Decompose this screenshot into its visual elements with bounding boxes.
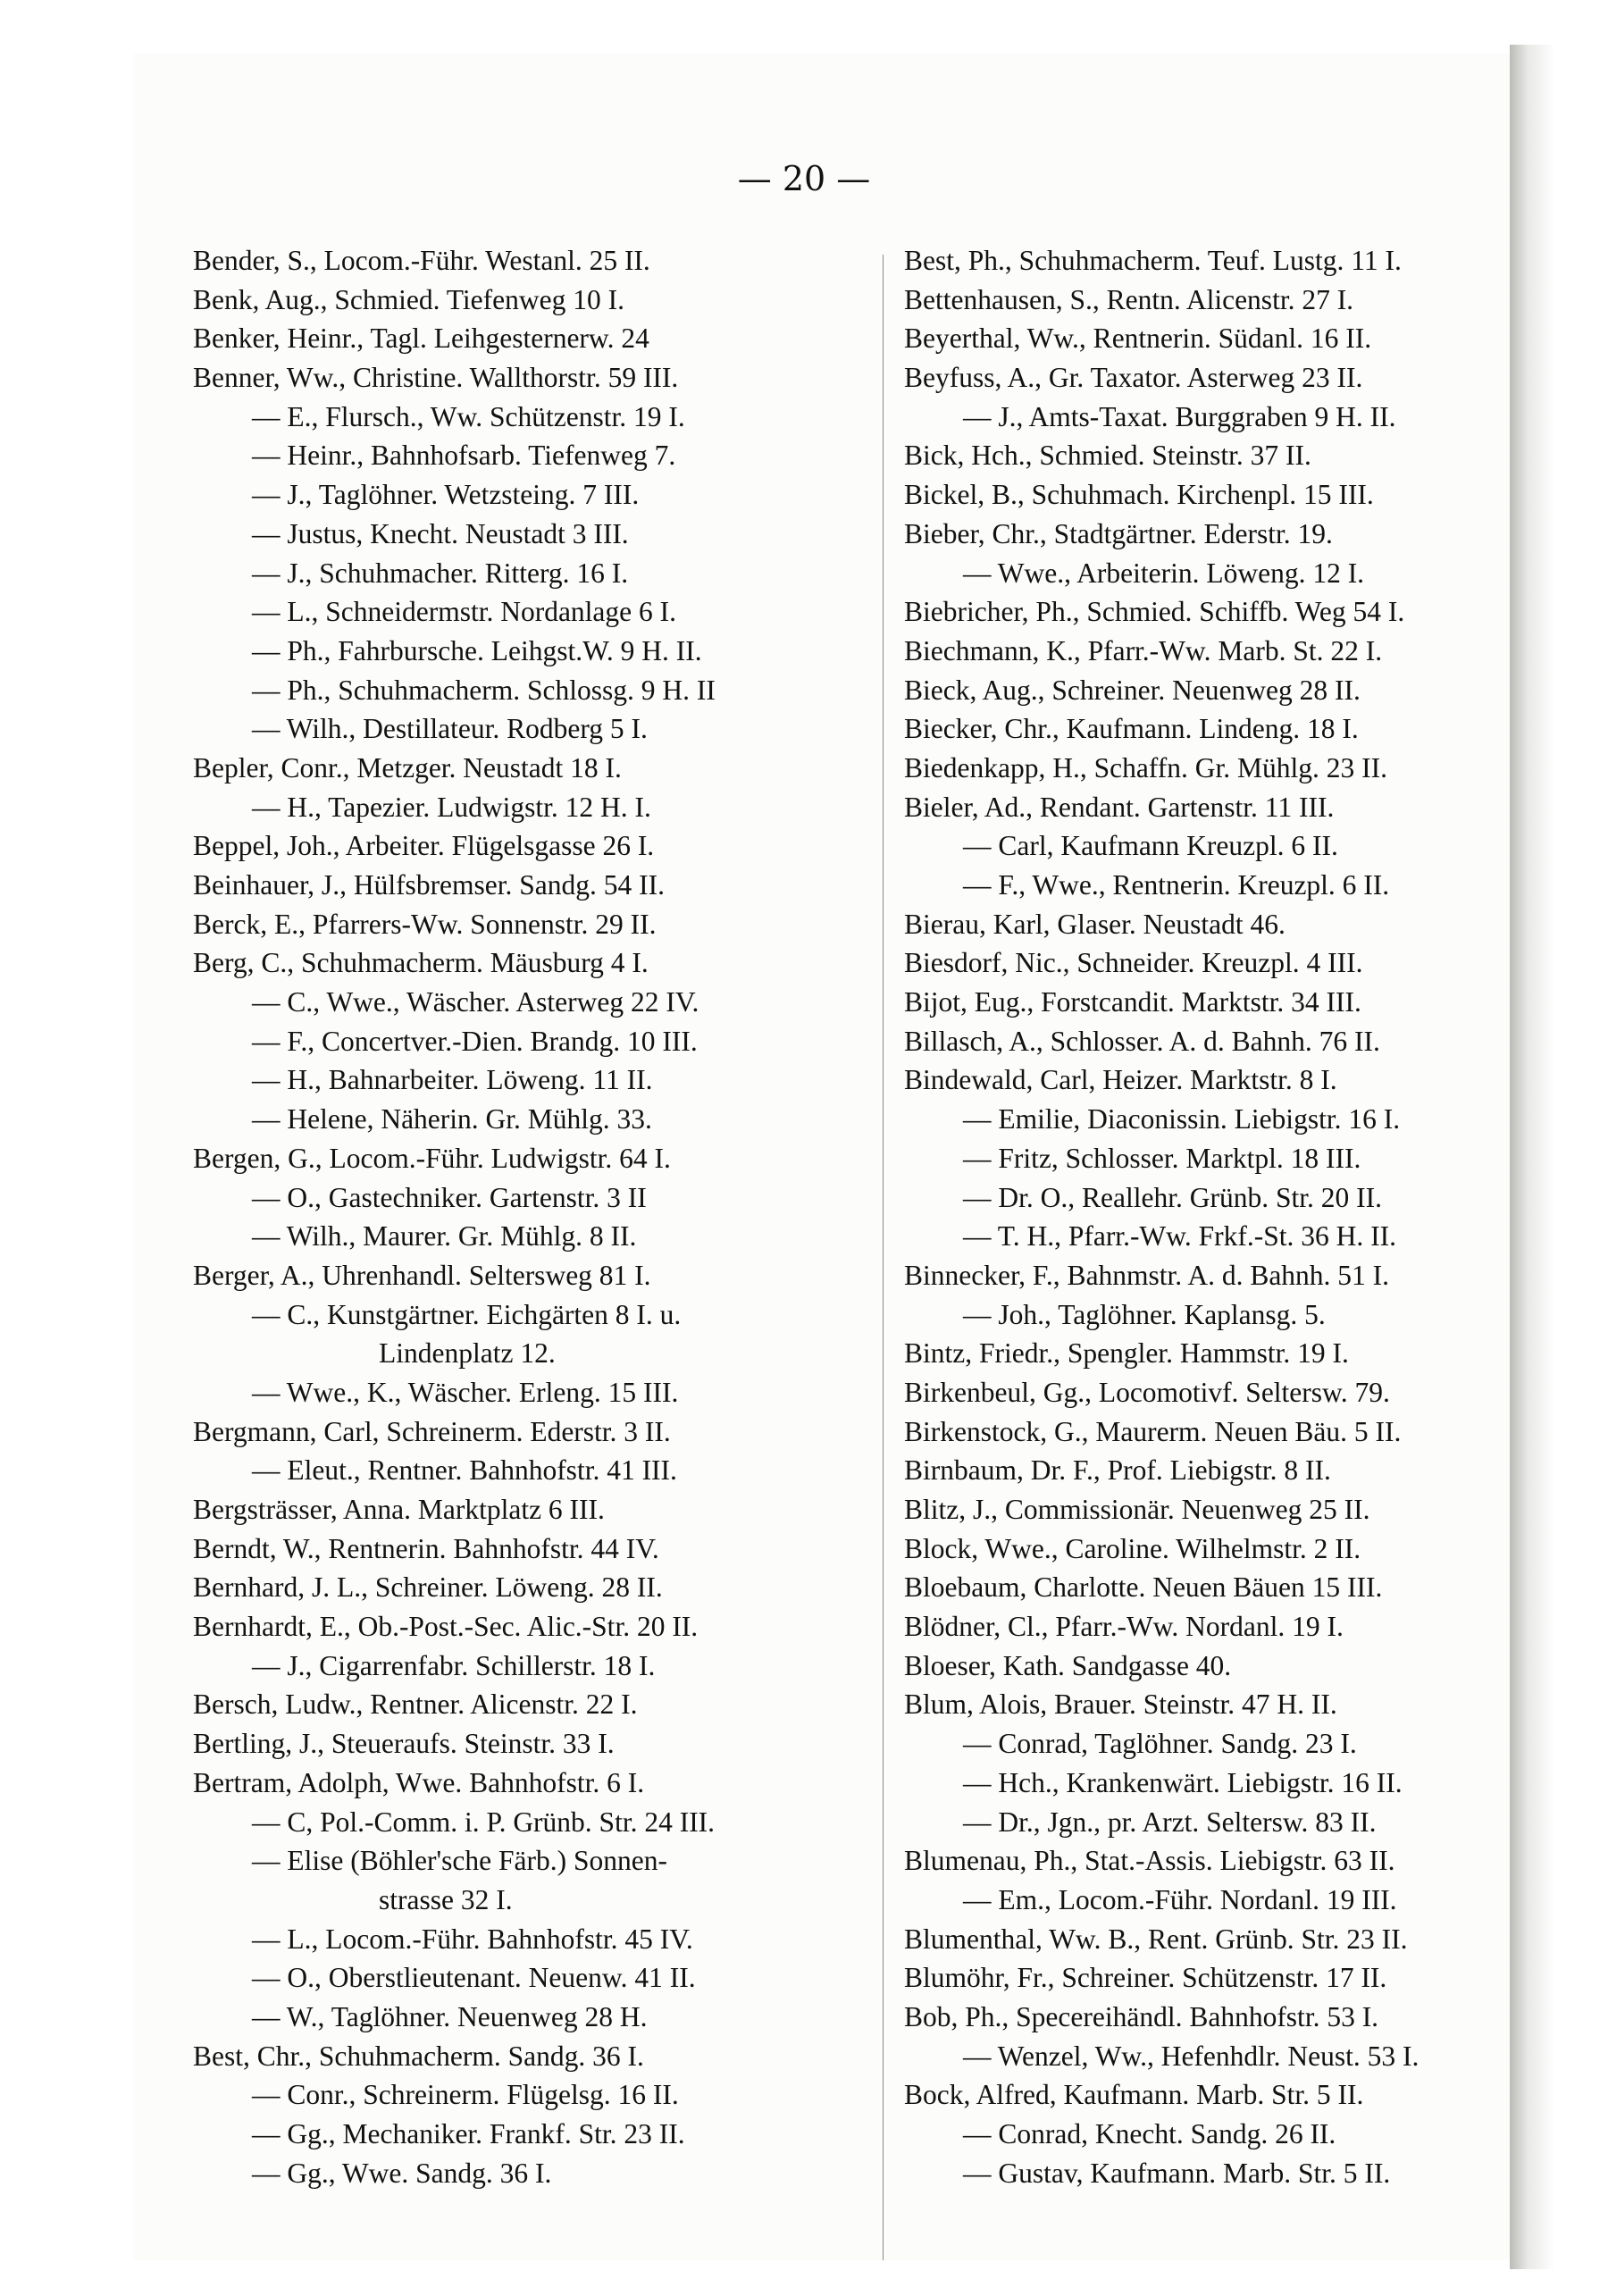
directory-entry: Bersch, Ludw., Rentner. Alicenstr. 22 I. — [193, 1688, 638, 1721]
directory-entry: — Conrad, Taglöhner. Sandg. 23 I. — [963, 1728, 1357, 1760]
directory-entry: Bock, Alfred, Kaufmann. Marb. Str. 5 II. — [904, 2079, 1364, 2111]
directory-entry: — Carl, Kaufmann Kreuzpl. 6 II. — [963, 830, 1338, 862]
directory-entry: Biesdorf, Nic., Schneider. Kreuzpl. 4 III. — [904, 947, 1363, 979]
directory-entry: Bloebaum, Charlotte. Neuen Bäuen 15 III. — [904, 1571, 1383, 1604]
directory-entry: — Em., Locom.-Führ. Nordanl. 19 III. — [963, 1883, 1397, 1915]
directory-entry: Blödner, Cl., Pfarr.-Ww. Nordanl. 19 I. — [904, 1611, 1344, 1643]
directory-entry: — C., Wwe., Wäscher. Asterweg 22 IV. — [252, 986, 699, 1018]
directory-entry: — Wwe., Arbeiterin. Löweng. 12 I. — [963, 557, 1365, 589]
directory-entry: Blitz, J., Commissionär. Neuenweg 25 II. — [904, 1494, 1370, 1525]
directory-entry: Biecker, Chr., Kaufmann. Lindeng. 18 I. — [904, 713, 1359, 745]
directory-entry: Bepler, Conr., Metzger. Neustadt 18 I. — [193, 751, 622, 783]
directory-entry: Beinhauer, J., Hülfsbremser. Sandg. 54 II. — [193, 869, 666, 901]
directory-entry: Beyfuss, A., Gr. Taxator. Asterweg 23 II. — [904, 362, 1363, 394]
right-column — [904, 241, 1529, 2192]
directory-entry: Best, Ph., Schuhmacherm. Teuf. Lustg. 11 I. — [904, 245, 1402, 276]
directory-entry: — J., Cigarrenfabr. Schillerstr. 18 I. — [252, 1649, 656, 1681]
directory-entry: Birkenstock, G., Maurerm. Neuen Bäu. 5 II. — [904, 1415, 1402, 1447]
directory-entry: Best, Chr., Schuhmacherm. Sandg. 36 I. — [193, 2040, 644, 2072]
directory-entry: Bender, S., Locom.-Führ. Westanl. 25 II. — [193, 245, 650, 276]
directory-entry: Bick, Hch., Schmied. Steinstr. 37 II. — [904, 440, 1311, 472]
directory-entry: Biedenkapp, H., Schaffn. Gr. Mühlg. 23 II. — [904, 751, 1387, 783]
directory-entry: — Elise (Böhler'sche Färb.) Sonnen- — [252, 1845, 667, 1877]
directory-entry: — Wilh., Maurer. Gr. Mühlg. 8 II. — [252, 1220, 637, 1253]
directory-entry: — Ph., Fahrbursche. Leihgst.W. 9 H. II. — [252, 634, 702, 666]
directory-entry: — Gg., Wwe. Sandg. 36 I. — [252, 2157, 552, 2189]
directory-entry: — Dr., Jgn., pr. Arzt. Seltersw. 83 II. — [963, 1806, 1377, 1838]
directory-entry: — H., Tapezier. Ludwigstr. 12 H. I. — [252, 791, 651, 823]
directory-entry: — Conr., Schreinerm. Flügelsg. 16 II. — [252, 2079, 679, 2111]
directory-entry: — Fritz, Schlosser. Marktpl. 18 III. — [963, 1142, 1361, 1174]
directory-entry: Block, Wwe., Caroline. Wilhelmstr. 2 II. — [904, 1532, 1361, 1564]
directory-entry: Berger, A., Uhrenhandl. Seltersweg 81 I. — [193, 1259, 651, 1291]
directory-entry: Bijot, Eug., Forstcandit. Marktstr. 34 III. — [904, 986, 1361, 1018]
directory-entry: Benner, Ww., Christine. Wallthorstr. 59 III. — [193, 362, 679, 394]
directory-entry-continuation: Lindenplatz 12. — [379, 1337, 556, 1370]
directory-entry: Birnbaum, Dr. F., Prof. Liebigstr. 8 II. — [904, 1454, 1331, 1487]
directory-entry: — Ph., Schuhmacherm. Schlossg. 9 H. II — [252, 674, 716, 706]
directory-entry: Blumöhr, Fr., Schreiner. Schützenstr. 17 II. — [904, 1962, 1387, 1994]
directory-entry: — W., Taglöhner. Neuenweg 28 H. — [252, 2000, 648, 2032]
directory-entry: Benker, Heinr., Tagl. Leihgesternerw. 24 — [193, 323, 649, 355]
directory-entry: Beppel, Joh., Arbeiter. Flügelsgasse 26 I. — [193, 830, 655, 862]
directory-entry: — Hch., Krankenwärt. Liebigstr. 16 II. — [963, 1766, 1403, 1798]
directory-entry: Bieck, Aug., Schreiner. Neuenweg 28 II. — [904, 674, 1361, 706]
directory-entry: Billasch, A., Schlosser. A. d. Bahnh. 76 II. — [904, 1025, 1380, 1057]
directory-entry: Biebricher, Ph., Schmied. Schiffb. Weg 54 I. — [904, 596, 1405, 628]
directory-entry: Bettenhausen, S., Rentn. Alicenstr. 27 I. — [904, 283, 1354, 315]
directory-entry: Berndt, W., Rentnerin. Bahnhofstr. 44 IV. — [193, 1532, 659, 1564]
directory-entry: — C., Kunstgärtner. Eichgärten 8 I. u. — [252, 1298, 682, 1330]
directory-entry: — O., Gastechniker. Gartenstr. 3 II — [252, 1181, 647, 1213]
directory-entry: — J., Amts-Taxat. Burggraben 9 H. II. — [963, 400, 1396, 432]
directory-entry: — F., Concertver.-Dien. Brandg. 10 III. — [252, 1025, 698, 1057]
page-number: — 20 — — [737, 159, 871, 198]
directory-entry: — Gg., Mechaniker. Frankf. Str. 23 II. — [252, 2118, 685, 2149]
directory-entry: Blumenthal, Ww. B., Rent. Grünb. Str. 23 II. — [904, 1923, 1408, 1955]
directory-entry: Bloeser, Kath. Sandgasse 40. — [904, 1649, 1232, 1681]
directory-entry: Bieber, Chr., Stadtgärtner. Ederstr. 19. — [904, 517, 1333, 549]
directory-entry: — Dr. O., Reallehr. Grünb. Str. 20 II. — [963, 1181, 1382, 1213]
directory-entry-continuation: strasse 32 I. — [379, 1883, 513, 1915]
directory-entry: Berg, C., Schuhmacherm. Mäusburg 4 I. — [193, 947, 649, 979]
directory-entry: — J., Schuhmacher. Ritterg. 16 I. — [252, 557, 629, 589]
directory-entry: — J., Taglöhner. Wetzsteing. 7 III. — [252, 479, 640, 511]
left-column — [193, 241, 886, 2192]
directory-entry: Benk, Aug., Schmied. Tiefenweg 10 I. — [193, 283, 624, 315]
directory-entry: — Wilh., Destillateur. Rodberg 5 I. — [252, 713, 648, 745]
directory-entry: Bergmann, Carl, Schreinerm. Ederstr. 3 II. — [193, 1415, 671, 1447]
directory-entry: — L., Schneidermstr. Nordanlage 6 I. — [252, 596, 677, 628]
directory-entry: — Emilie, Diaconissin. Liebigstr. 16 I. — [963, 1103, 1401, 1135]
directory-entry: Berck, E., Pfarrers-Ww. Sonnenstr. 29 II. — [193, 908, 657, 940]
directory-entry: — Conrad, Knecht. Sandg. 26 II. — [963, 2118, 1336, 2149]
directory-entry: — Wenzel, Ww., Hefenhdlr. Neust. 53 I. — [963, 2040, 1420, 2072]
directory-entry: Beyerthal, Ww., Rentnerin. Südanl. 16 II. — [904, 323, 1372, 355]
column-divider — [883, 255, 884, 2260]
directory-entry: — Heinr., Bahnhofsarb. Tiefenweg 7. — [252, 440, 676, 472]
directory-entry: — Justus, Knecht. Neustadt 3 III. — [252, 517, 629, 549]
directory-entry: — E., Flursch., Ww. Schützenstr. 19 I. — [252, 400, 685, 432]
directory-entry: Bertling, J., Steueraufs. Steinstr. 33 I. — [193, 1728, 615, 1760]
directory-entry: Bertram, Adolph, Wwe. Bahnhofstr. 6 I. — [193, 1766, 645, 1798]
directory-entry: — C, Pol.-Comm. i. P. Grünb. Str. 24 III. — [252, 1806, 716, 1838]
directory-entry: — L., Locom.-Führ. Bahnhofstr. 45 IV. — [252, 1923, 693, 1955]
directory-entry: Bieler, Ad., Rendant. Gartenstr. 11 III. — [904, 791, 1335, 823]
directory-entry: — O., Oberstlieutenant. Neuenw. 41 II. — [252, 1962, 696, 1994]
directory-entry: Bindewald, Carl, Heizer. Marktstr. 8 I. — [904, 1064, 1337, 1096]
directory-entry: Bergen, G., Locom.-Führ. Ludwigstr. 64 I. — [193, 1142, 671, 1174]
directory-entry: Bernhard, J. L., Schreiner. Löweng. 28 II. — [193, 1571, 663, 1604]
directory-entry: Biechmann, K., Pfarr.-Ww. Marb. St. 22 I. — [904, 634, 1383, 666]
directory-entry: — Joh., Taglöhner. Kaplansg. 5. — [963, 1298, 1326, 1330]
directory-entry: — Wwe., K., Wäscher. Erleng. 15 III. — [252, 1376, 679, 1408]
directory-entry: Bickel, B., Schuhmach. Kirchenpl. 15 III. — [904, 479, 1374, 511]
directory-entry: — Helene, Näherin. Gr. Mühlg. 33. — [252, 1103, 652, 1135]
directory-entry: Bierau, Karl, Glaser. Neustadt 46. — [904, 908, 1286, 940]
directory-entry: — Eleut., Rentner. Bahnhofstr. 41 III. — [252, 1454, 677, 1487]
directory-entry: Binnecker, F., Bahnmstr. A. d. Bahnh. 51 I. — [904, 1259, 1390, 1291]
directory-entry: — H., Bahnarbeiter. Löweng. 11 II. — [252, 1064, 653, 1096]
directory-entry: Bintz, Friedr., Spengler. Hammstr. 19 I. — [904, 1337, 1349, 1370]
directory-entry: — F., Wwe., Rentnerin. Kreuzpl. 6 II. — [963, 869, 1390, 901]
directory-entry: — T. H., Pfarr.-Ww. Frkf.-St. 36 H. II. — [963, 1220, 1396, 1253]
directory-entry: Birkenbeul, Gg., Locomotivf. Seltersw. 79. — [904, 1376, 1390, 1408]
directory-entry: — Gustav, Kaufmann. Marb. Str. 5 II. — [963, 2157, 1391, 2189]
directory-entry: Bob, Ph., Specereihändl. Bahnhofstr. 53 I. — [904, 2000, 1379, 2032]
directory-entry: Bernhardt, E., Ob.-Post.-Sec. Alic.-Str. 20 II. — [193, 1611, 699, 1643]
directory-entry: Blum, Alois, Brauer. Steinstr. 47 H. II. — [904, 1688, 1337, 1721]
directory-entry: Bergsträsser, Anna. Marktplatz 6 III. — [193, 1494, 605, 1525]
directory-entry: Blumenau, Ph., Stat.-Assis. Liebigstr. 63 II. — [904, 1845, 1395, 1877]
